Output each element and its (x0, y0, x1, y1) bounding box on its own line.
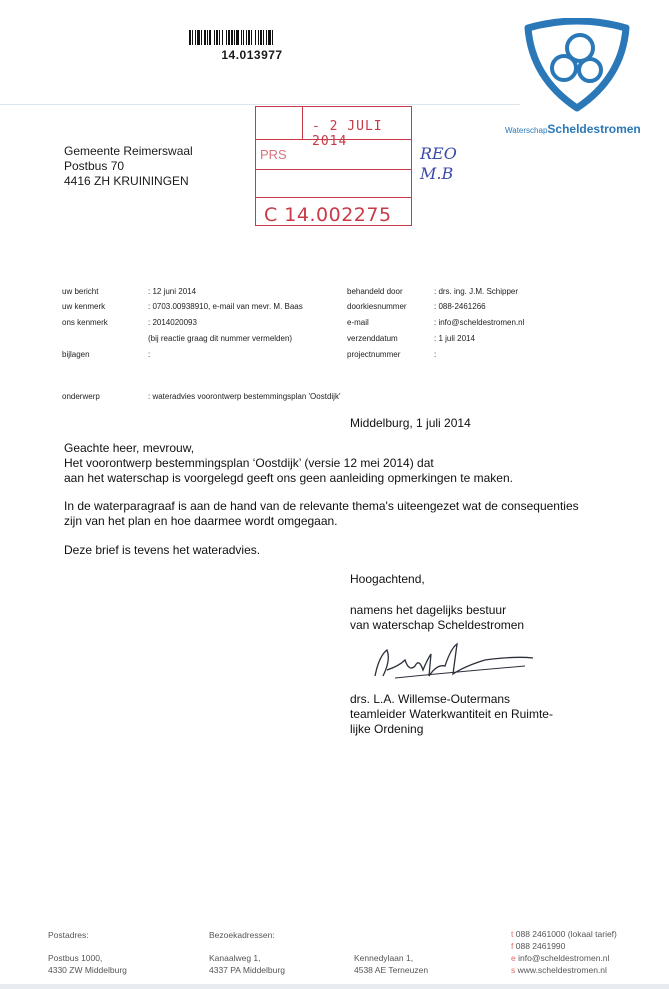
stamp-department: PRS (260, 147, 287, 162)
meta-label-verzenddatum: verzenddatum (347, 334, 398, 343)
logo-brand-small: Waterschap (505, 126, 548, 135)
paragraph-2-line-2: zijn van het plan en hoe daarmee wordt omgegaan. (64, 514, 338, 528)
subject-value: : wateradvies voorontwerp bestemmingsplan 'Oostdijk' (148, 392, 341, 401)
barcode-number: 14.013977 (221, 48, 283, 62)
meta-value-uw-bericht: : 12 juni 2014 (148, 287, 197, 296)
signatory-name: drs. L.A. Willemse-Outermans (350, 692, 511, 706)
footer-contact-website: s www.scheldestromen.nl (511, 965, 607, 975)
recipient-line-2: Postbus 70 (64, 159, 125, 173)
paragraph-1-line-1: Het voorontwerp bestemmingsplan ‘Oostdijk’ (versie 12 mei 2014) dat (64, 456, 434, 470)
meta-value-doorkiesnummer: : 088-2461266 (434, 302, 486, 311)
footer-postadres-line-1: Postbus 1000, (48, 953, 103, 963)
meta-value-behandeld-door: : drs. ing. J.M. Schipper (434, 287, 519, 296)
subject-label: onderwerp (62, 392, 100, 401)
place-date: Middelburg, 1 juli 2014 (350, 416, 471, 430)
footer-bezoek-label: Bezoekadressen: (209, 930, 275, 940)
footer-contact-email: e info@scheldestromen.nl (511, 953, 610, 963)
header-divider (0, 104, 520, 105)
footer-bezoek1-line-2: 4337 PA Middelburg (209, 965, 285, 975)
footer-contact-fax: f 088 2461990 (511, 941, 566, 951)
meta-label-ons-kenmerk: ons kenmerk (62, 318, 108, 327)
meta-label-uw-bericht: uw bericht (62, 287, 99, 296)
recipient-line-1: Gemeente Reimerswaal (64, 144, 193, 158)
meta-value-verzenddatum: : 1 juli 2014 (434, 334, 475, 343)
signature-icon (365, 636, 535, 686)
meta-value-bijlagen: : (148, 350, 151, 359)
received-stamp (255, 106, 412, 226)
footer-postadres-line-2: 4330 ZW Middelburg (48, 965, 127, 975)
stamp-code: C 14.002275 (264, 204, 392, 226)
meta-label-projectnummer: projectnummer (347, 350, 401, 359)
signatory-title-2: lijke Ordening (350, 722, 424, 736)
meta-label-behandeld-door: behandeld door (347, 287, 403, 296)
page-bottom-edge (0, 984, 669, 989)
meta-label-doorkiesnummer: doorkiesnummer (347, 302, 407, 311)
handwritten-note-2: M.B (420, 164, 454, 183)
stamp-date: - 2 JULI 2014 (312, 119, 383, 149)
meta-value-uw-kenmerk: : 0703.00938910, e-mail van mevr. M. Baas (148, 302, 303, 311)
closing-line-1: namens het dagelijks bestuur (350, 603, 507, 617)
paragraph-2-line-1: In de waterparagraaf is aan de hand van de relevante thema's uiteengezet wat de consequenties (64, 499, 579, 513)
meta-label-bijlagen: bijlagen (62, 350, 90, 359)
footer-bezoek2-line-1: Kennedylaan 1, (354, 953, 414, 963)
footer-contact-phone: t 088 2461000 (lokaal tarief) (511, 929, 617, 939)
handwritten-note-1: REO (420, 144, 457, 163)
recipient-line-3: 4416 ZH KRUININGEN (64, 174, 189, 188)
barcode (189, 30, 315, 45)
meta-label-email: e-mail (347, 318, 369, 327)
meta-label-uw-kenmerk: uw kenmerk (62, 302, 106, 311)
meta-value-email: : info@scheldestromen.nl (434, 318, 525, 327)
meta-value-ons-kenmerk: : 2014020093 (148, 318, 197, 327)
signatory-title-1: teamleider Waterkwantiteit en Ruimte- (350, 707, 553, 721)
meta-value-projectnummer: : (434, 350, 437, 359)
waterschap-logo-icon (522, 18, 632, 114)
meta-value-note: (bij reactie graag dit nummer vermelden) (148, 334, 293, 343)
closing-line-2: van waterschap Scheldestromen (350, 618, 525, 632)
paragraph-3: Deze brief is tevens het wateradvies. (64, 543, 261, 557)
footer-postadres-label: Postadres: (48, 930, 89, 940)
closing-greeting: Hoogachtend, (350, 572, 425, 586)
logo-wordmark (505, 122, 641, 136)
footer-bezoek2-line-2: 4538 AE Terneuzen (354, 965, 429, 975)
footer-bezoek1-line-1: Kanaalweg 1, (209, 953, 261, 963)
paragraph-1-line-2: aan het waterschap is voorgelegd geeft ons geen aanleiding opmerkingen te maken. (64, 471, 513, 485)
logo-brand-big: Scheldestromen (547, 122, 641, 136)
salutation: Geachte heer, mevrouw, (64, 441, 195, 455)
